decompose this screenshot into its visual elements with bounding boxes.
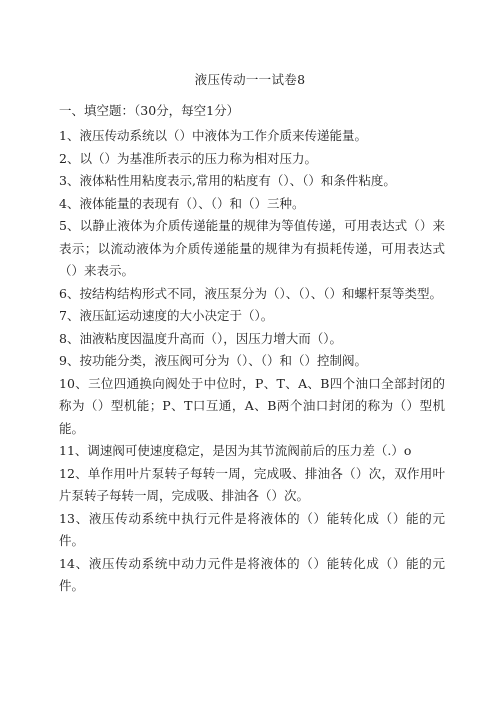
question-list [59, 125, 445, 598]
question-item: 5、以静止液体为介质传递能量的规律为等值传递，可用表达式（）来表示；以流动液体为介质传递能量的规律为有损耗传递，可用表达式（）来表示。 [59, 218, 445, 278]
question-item: 9、按功能分类，液压阀可分为（）、（）和（）控制阀。 [59, 353, 367, 368]
question-item: 4、液体能量的表现有（）、（）和（）三种。 [59, 195, 305, 211]
question-item: 3、液体粘性用粘度表示,常用的粘度有（）、（）和条件粘度。 [59, 173, 396, 188]
question-item: 14、液压传动系统中动力元件是将液体的（）能转化成（）能的元件。 [59, 555, 445, 593]
question-item: 8、油液粘度因温度升高而（），因压力增大而（）。 [59, 330, 342, 346]
document-title: 液压传动一一试卷8 [194, 72, 306, 87]
question-item: 12、单作用叶片泵转子每转一周，完成吸、排油各（）次，双作用叶片泵转子每转一周，完成吸、排油各（）次。 [59, 465, 445, 503]
question-item: 6、按结构结构形式不同，液压泵分为（）、（）、（）和螺杆泵等类型。 [59, 285, 442, 301]
question-item: 1、液压传动系统以（）中液体为工作介质来传递能量。 [59, 128, 367, 143]
question-item: 11、调速阀可使速度稳定，是因为其节流阀前后的压力差（.）o [59, 443, 412, 458]
section-heading: 一、填空题：（30分，每空1分） [59, 103, 240, 118]
question-item: 10、三位四通换向阀处于中位时，P、T、A、B四个油口全部封闭的称为（）型机能；P、T口互通，A、B两个油口封闭的称为（）型机能。 [59, 375, 445, 436]
question-item: 7、液压缸运动速度的大小决定于（）。 [59, 308, 274, 323]
question-item: 2、以（）为基准所表示的压力称为相对压力。 [59, 150, 317, 166]
question-item: 13、液压传动系统中执行元件是将液体的（）能转化成（）能的元件。 [59, 510, 445, 548]
